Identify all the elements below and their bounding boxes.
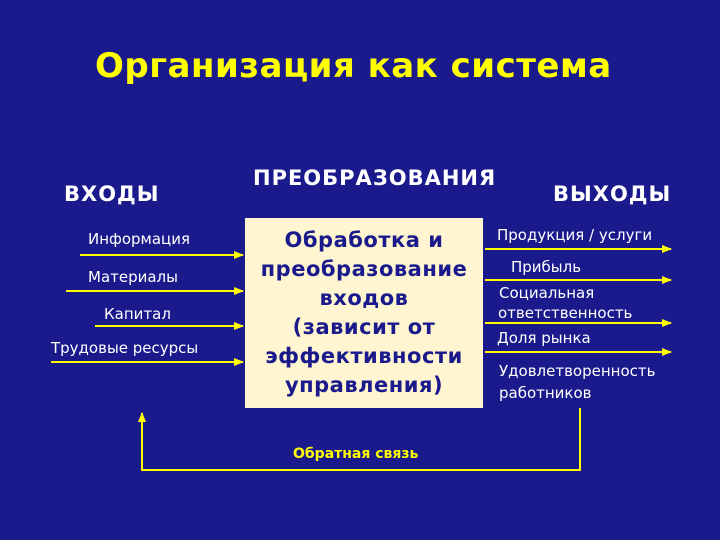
input-labor: Трудовые ресурсы [51, 339, 199, 357]
output-social-1: Социальная [499, 284, 595, 302]
process-line: входов [319, 286, 409, 310]
process-line: преобразование [260, 257, 468, 281]
page-title: Организация как система [95, 46, 612, 86]
output-satisfaction-2: работников [499, 384, 592, 402]
feedback-arrow [142, 408, 580, 470]
process-line: Обработка и [284, 228, 444, 252]
process-line: эффективности [265, 344, 463, 368]
process-line: управления) [284, 373, 444, 397]
output-market-share: Доля рынка [497, 329, 591, 347]
output-satisfaction-1: Удовлетворенность [499, 362, 656, 380]
input-information: Информация [88, 230, 191, 248]
process-line: (зависит от [292, 315, 436, 339]
inputs-header: ВХОДЫ [64, 182, 160, 206]
output-social-2: ответственность [498, 304, 633, 322]
input-capital: Капитал [104, 305, 171, 323]
output-profit: Прибыль [511, 258, 582, 276]
output-products: Продукция / услуги [497, 226, 653, 244]
transformations-header: ПРЕОБРАЗОВАНИЯ [253, 166, 497, 190]
input-materials: Материалы [88, 268, 178, 286]
outputs-header: ВЫХОДЫ [553, 182, 672, 206]
feedback-label: Обратная связь [293, 446, 419, 462]
